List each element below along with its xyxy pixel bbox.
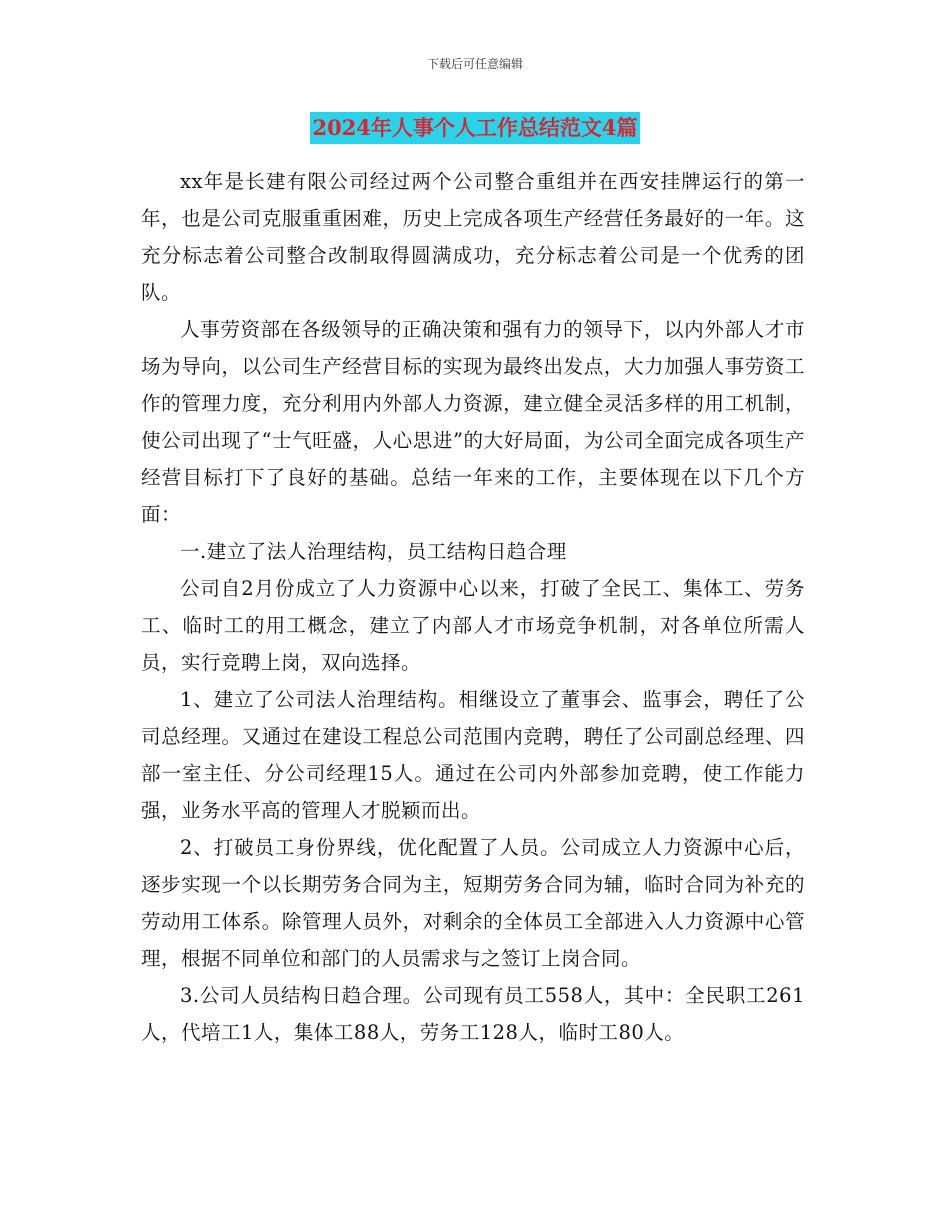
paragraph-item-1: 1、建立了公司法人治理结构。相继设立了董事会、监事会，聘任了公司总经理。又通过在建设工程总公司范围内竞聘，聘任了公司副总经理、四部一室主任、分公司经理15人。通过在公司内外部参加竞聘，使工作能力强，业务水平高的管理人才脱颖而出。 — [141, 688, 805, 822]
paragraph-intro: xx年是长建有限公司经过两个公司整合重组并在西安挂牌运行的第一年，也是公司克服重重困难，历史上完成各项生产经营任务最好的一年。这充分标志着公司整合改制取得圆满成功，充分标志着公司是一个优秀的团队。 — [141, 170, 805, 304]
paragraph-hr-center: 公司自2月份成立了人力资源中心以来，打破了全民工、集体工、劳务工、临时工的用工概念，建立了内部人才市场竞争机制，对各单位所需人员，实行竞聘上岗，双向选择。 — [141, 577, 805, 674]
paragraph-item-3: 3.公司人员结构日趋合理。公司现有员工558人，其中：全民职工261人，代培工1人，集体工88人，劳务工128人，临时工80人。 — [141, 984, 805, 1044]
paragraph-item-2: 2、打破员工身份界线，优化配置了人员。公司成立人力资源中心后，逐步实现一个以长期劳务合同为主，短期劳务合同为辅，临时合同为补充的劳动用工体系。除管理人员外，对剩余的全体员工全部进入人力资源中心管理，根据不同单位和部门的人员需求与之签订上岗合同。 — [141, 836, 805, 970]
section-heading-1: 一.建立了法人治理结构，员工结构日趋合理 — [180, 540, 567, 563]
title-container — [0, 112, 950, 144]
page-header-note: 下载后可任意编辑 — [426, 57, 523, 71]
document-body — [141, 163, 805, 1051]
paragraph-department: 人事劳资部在各级领导的正确决策和强有力的领导下，以内外部人才市场为导向，以公司生产经营目标的实现为最终出发点，大力加强人事劳资工作的管理力度，充分利用内外部人力资源，建立健全灵活多样的用工机制，使公司出现了“士气旺盛，人心思进”的大好局面，为公司全面完成各项生产经营目标打下了良好的基础。总结一年来的工作，主要体现在以下几个方面： — [141, 318, 805, 526]
document-title: 2024年人事个人工作总结范文4篇 — [310, 112, 639, 144]
